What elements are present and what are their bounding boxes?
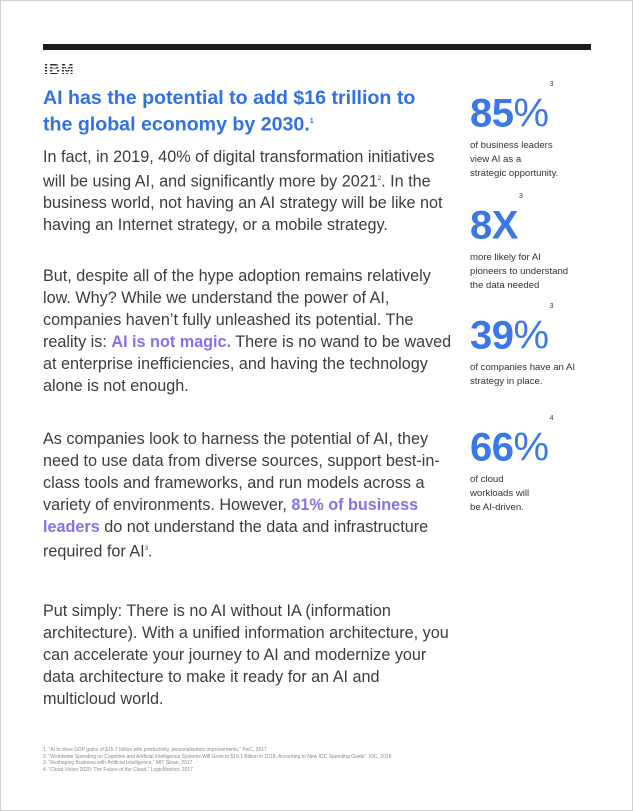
paragraph-3-text-a: As companies look to harness the potential of AI, they need to use data from diverse sources, support best-in-class tools and frameworks, and run models across a variety of environments. However, xyxy=(43,430,440,514)
stat-number xyxy=(470,81,600,136)
stat-suffix: % xyxy=(513,425,549,470)
paragraph-3-highlight: 81% of business leaders xyxy=(43,496,419,536)
paragraph-1 xyxy=(43,146,453,236)
stat-footnote-ref: 3 xyxy=(518,193,523,200)
stat-block-2 xyxy=(470,193,600,293)
stat-value: 39 xyxy=(470,313,514,358)
stat-footnote-ref: 4 xyxy=(549,415,553,422)
stat-description xyxy=(470,139,600,181)
stat-desc-line: the data needed xyxy=(470,280,540,292)
headline-text: AI has the potential to add $16 trillion to the global economy by 2030. xyxy=(43,87,416,136)
footnote-1: 1. “AI to drive GDP gains of $15.7 trillion with productivity, personalisation improvements,” PwC, 2017 xyxy=(43,747,267,753)
headline xyxy=(43,86,443,137)
stat-suffix: % xyxy=(513,313,549,358)
stat-desc-line: pioneers to understand xyxy=(470,266,569,278)
paragraph-3-text-c: . xyxy=(148,542,153,561)
stat-desc-line: strategy in place. xyxy=(470,376,543,388)
paragraph-2-highlight: AI is not magic. xyxy=(111,333,232,351)
paragraph-2-text-a: But, despite all of the hype adoption remains relatively low. Why? While we understand the power of AI, companies haven’t fully unleashed its potential. The reality is: xyxy=(43,267,431,351)
stat-description xyxy=(470,251,600,293)
paragraph-1-text-b: . In the business world, not having an AI strategy will be like not having an Internet strategy, or a mobile strategy. xyxy=(43,172,443,235)
paragraph-2 xyxy=(43,265,453,397)
stat-block-4 xyxy=(470,415,600,515)
stat-value: 85 xyxy=(470,91,514,136)
footnote-2: 2. “Worldwide Spending on Cognitive and Artificial Intelligence Systems Will Grow to $19.1 Billion in 2018, According to New IDC Spending Guide”, IDC, 2018 xyxy=(43,753,392,760)
stat-description xyxy=(470,361,600,389)
stat-footnote-ref: 3 xyxy=(549,81,553,88)
ibm-logo: IBM xyxy=(44,61,75,78)
paragraph-3 xyxy=(43,428,453,562)
stat-number xyxy=(470,303,600,358)
stat-number xyxy=(470,415,600,470)
stat-desc-line: workloads will xyxy=(470,488,530,500)
paragraph-4: Put simply: There is no AI without IA (information architecture). With a unified information architecture, you can accelerate your journey to AI and modernize your data architecture to make it ready for an AI and multicloud world. xyxy=(43,602,449,708)
footnotes xyxy=(43,747,473,773)
top-rule xyxy=(43,44,591,50)
paragraph-3-text-b: do not understand the data and infrastructure required for AI xyxy=(43,518,429,561)
stat-number xyxy=(470,193,600,248)
stat-desc-line: of cloud xyxy=(470,474,504,486)
stat-suffix: % xyxy=(513,91,549,136)
stat-block-3 xyxy=(470,303,600,389)
footnote-4: 4. “Cloud Vision 2020: The Future of the Cloud,” LogicMonitor, 2017 xyxy=(43,766,193,773)
stat-desc-line: be AI-driven. xyxy=(470,502,524,514)
footnote-3: 3. “Reshaping Business with Artificial Intelligence,” MIT Sloan, 2017 xyxy=(43,760,193,767)
stat-footnote-ref: 3 xyxy=(549,303,553,310)
stat-value: 66 xyxy=(470,425,514,470)
stat-desc-line: strategic opportunity. xyxy=(470,168,559,180)
paragraph-1-footnote-ref: 2 xyxy=(377,176,382,182)
stat-desc-line: more likely for AI xyxy=(470,252,541,264)
paragraph-2-text-b: There is no wand to be waved at enterprise inefficiencies, and having the technology alone is not enough. xyxy=(43,333,452,395)
stat-value: 8X xyxy=(470,203,518,248)
paragraph-3-footnote-ref: 3 xyxy=(144,546,149,552)
stat-desc-line: view AI as a xyxy=(470,154,522,166)
stat-desc-line: of business leaders xyxy=(470,140,553,152)
headline-footnote-ref: 1 xyxy=(309,118,314,125)
stat-block-1 xyxy=(470,81,600,181)
stat-description xyxy=(470,473,600,515)
stat-desc-line: of companies have an AI xyxy=(470,362,576,374)
paragraph-1-text-a: In fact, in 2019, 40% of digital transformation initiatives will be using AI, and significantly more by 2021 xyxy=(43,148,435,191)
